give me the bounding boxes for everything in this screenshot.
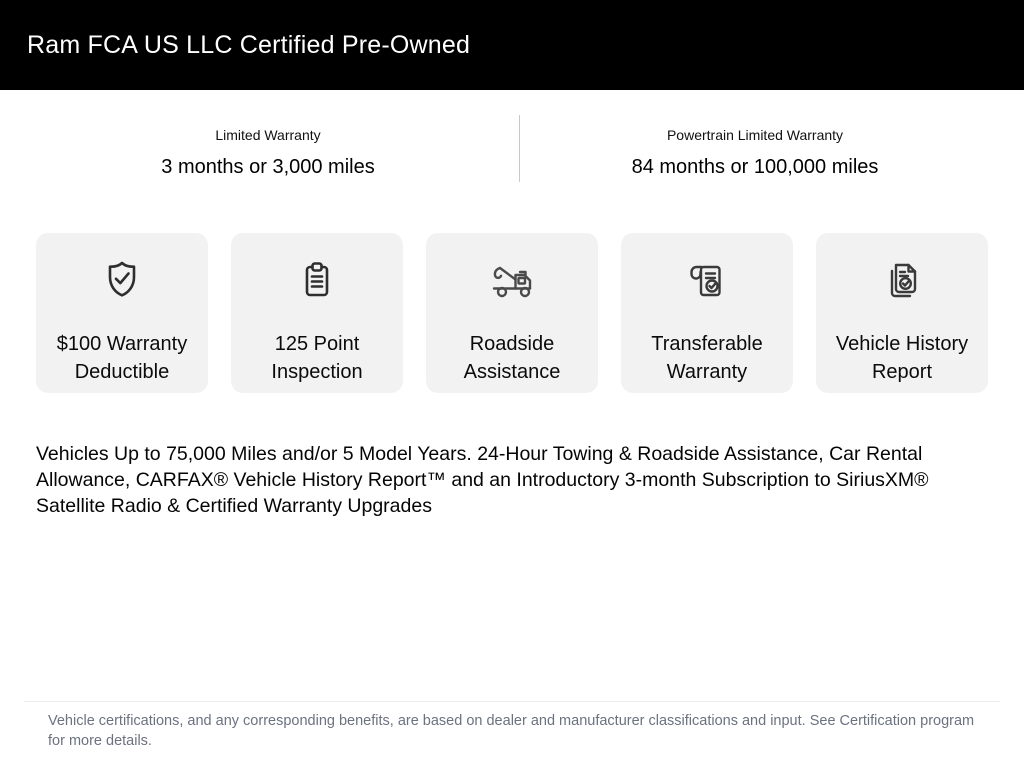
benefit-cards: [36, 233, 988, 393]
disclaimer-text: Vehicle certifications, and any corresponding benefits, are based on dealer and manufacturer classifications and input. See Certification program for more details.: [48, 713, 975, 749]
card-label: Transferable Warranty: [651, 333, 763, 383]
card-label: Vehicle History Report: [835, 333, 969, 383]
shield-check-icon: [98, 256, 146, 306]
clipboard-icon: [293, 256, 341, 306]
card-roadside-assistance: [426, 233, 598, 393]
limited-warranty-term: 3 months or 3,000 miles: [161, 156, 375, 178]
powertrain-warranty-term: 84 months or 100,000 miles: [631, 156, 879, 178]
card-vehicle-history: [816, 233, 988, 393]
tow-truck-icon: [486, 256, 538, 306]
card-label: 125 Point Inspection: [271, 333, 363, 383]
card-label: Roadside Assistance: [463, 333, 561, 383]
limited-warranty-column: [36, 115, 500, 180]
card-transferable-warranty: [621, 233, 793, 393]
powertrain-warranty-label: Powertrain Limited Warranty: [666, 127, 844, 143]
limited-warranty-label: Limited Warranty: [215, 127, 321, 143]
documents-check-icon: [878, 256, 926, 306]
header-bar: [0, 0, 1024, 90]
warranty-summary: [0, 115, 1024, 185]
program-description: Vehicles Up to 75,000 Miles and/or 5 Model Years. 24-Hour Towing & Roadside Assistance, Car Rental Allowance, CARFAX® Vehicle History Report™ and an Introductory 3-month Subscription to SiriusXM® Satellite Radio & Certified Warranty Upgrades: [36, 443, 929, 517]
footer-divider: [24, 701, 1000, 702]
scroll-check-icon: [683, 256, 731, 306]
vertical-divider: [519, 115, 520, 182]
card-point-inspection: [231, 233, 403, 393]
card-label: $100 Warranty Deductible: [56, 333, 188, 383]
card-warranty-deductible: [36, 233, 208, 393]
powertrain-warranty-column: [538, 115, 972, 180]
page-title: Ram FCA US LLC Certified Pre-Owned: [27, 30, 471, 59]
